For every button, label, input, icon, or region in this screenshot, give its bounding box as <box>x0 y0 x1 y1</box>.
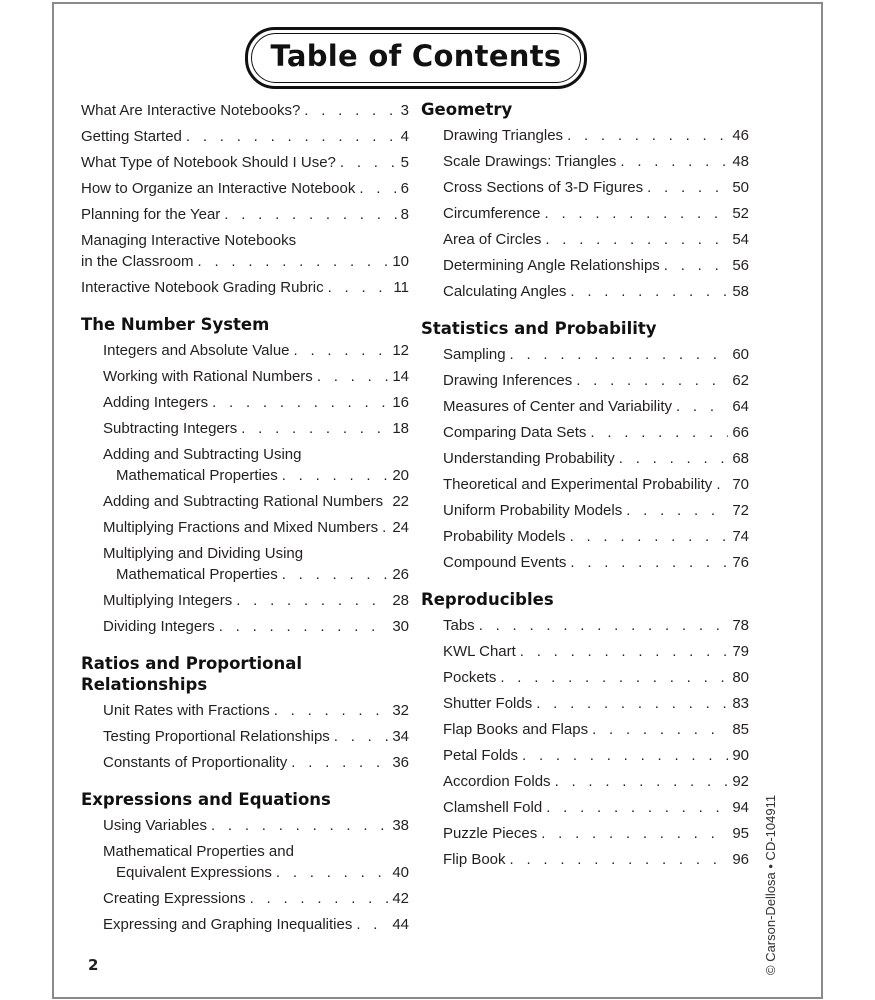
toc-entry[interactable] <box>421 367 749 393</box>
toc-page-number: 58 <box>732 282 749 300</box>
toc-entry-title: Circumference <box>443 204 541 222</box>
toc-entry-title: Probability Models <box>443 527 566 545</box>
toc-entry-line <box>81 100 409 121</box>
dot-leader <box>510 849 729 870</box>
toc-entry-title: Shutter Folds <box>443 694 533 712</box>
toc-entry-line <box>103 862 409 883</box>
dot-leader <box>520 641 729 662</box>
toc-entry-line <box>443 693 749 714</box>
dot-leader <box>356 914 388 935</box>
toc-entry-line <box>103 517 409 538</box>
section-heading <box>421 315 749 341</box>
toc-page-number: 70 <box>732 475 749 493</box>
toc-entry-title: KWL Chart <box>443 642 516 660</box>
toc-entry-line <box>103 366 409 387</box>
section-heading <box>81 311 409 337</box>
toc-entry-title: Theoretical and Experimental Probability <box>443 475 713 493</box>
toc-page-number: 90 <box>732 746 749 764</box>
toc-entry-title: Mathematical Properties <box>116 565 278 583</box>
toc-entry-line <box>81 277 409 298</box>
toc-entry-title: Mathematical Properties and <box>103 842 294 860</box>
toc-page-number: 72 <box>732 501 749 519</box>
toc-entry-title: Multiplying and Dividing Using <box>103 544 304 562</box>
toc-entry-line <box>443 344 749 365</box>
toc-entry[interactable] <box>421 226 749 252</box>
toc-entry-line <box>81 178 409 199</box>
toc-entry-line <box>81 204 409 225</box>
toc-page-number: 50 <box>732 178 749 196</box>
toc-entry-line <box>443 125 749 146</box>
toc-entry-line <box>443 177 749 198</box>
toc-entry-title: Puzzle Pieces <box>443 824 538 842</box>
dot-leader <box>545 229 728 250</box>
toc-entry-title: Cross Sections of 3-D Figures <box>443 178 644 196</box>
toc-entry[interactable] <box>421 820 749 846</box>
toc-entry[interactable] <box>421 846 749 872</box>
toc-entry-line <box>103 752 409 773</box>
toc-page-number: 92 <box>732 772 749 790</box>
toc-page-number: 14 <box>392 367 409 385</box>
toc-entry-title: Petal Folds <box>443 746 519 764</box>
toc-entry[interactable] <box>81 697 409 723</box>
toc-page-number: 56 <box>732 256 749 274</box>
toc-entry-line <box>443 552 749 573</box>
toc-page-number: 3 <box>400 101 409 119</box>
dot-leader <box>304 100 396 121</box>
toc-entry-title: Calculating Angles <box>443 282 567 300</box>
dot-leader <box>619 448 729 469</box>
toc-page-number: 6 <box>400 179 409 197</box>
section-heading <box>81 786 409 812</box>
toc-entry-title: Pockets <box>443 668 497 686</box>
toc-entry-line <box>103 726 409 747</box>
toc-entry[interactable] <box>81 123 409 149</box>
toc-page-number: 4 <box>400 127 409 145</box>
dot-leader <box>219 616 389 637</box>
section-heading <box>421 96 749 122</box>
toc-page-number: 34 <box>392 727 409 745</box>
dot-leader <box>241 418 388 439</box>
dot-leader <box>592 719 728 740</box>
toc-entry[interactable] <box>81 587 409 613</box>
toc-entry[interactable] <box>421 638 749 664</box>
toc-entry-title: Scale Drawings: Triangles <box>443 152 617 170</box>
toc-entry-line <box>443 281 749 302</box>
toc-entry-title: Measures of Center and Variability <box>443 397 672 415</box>
page-title: Table of Contents <box>270 39 562 73</box>
toc-page-number: 10 <box>392 252 409 270</box>
toc-page-number: 18 <box>392 419 409 437</box>
toc-entry-title: Testing Proportional Relationships <box>103 727 330 745</box>
toc-entry-title: Getting Started <box>81 127 182 145</box>
toc-entry-title: Subtracting Integers <box>103 419 238 437</box>
toc-entry[interactable] <box>81 337 409 363</box>
dot-leader <box>276 862 388 883</box>
toc-entry[interactable] <box>421 497 749 523</box>
toc-page-number: 28 <box>392 591 409 609</box>
toc-page-number: 74 <box>732 527 749 545</box>
toc-entry-title: Sampling <box>443 345 506 363</box>
toc-page-number: 38 <box>392 816 409 834</box>
toc-page-number: 52 <box>732 204 749 222</box>
toc-entry-line <box>81 126 409 147</box>
dot-leader <box>716 474 728 495</box>
toc-page-number: 66 <box>732 423 749 441</box>
toc-entry-line <box>443 255 749 276</box>
toc-page-number: 44 <box>392 915 409 933</box>
dot-leader <box>387 491 388 512</box>
dot-leader <box>250 888 389 909</box>
toc-entry-title: Accordion Folds <box>443 772 551 790</box>
toc-entry[interactable] <box>421 690 749 716</box>
toc-entry-line <box>443 849 749 870</box>
dot-leader <box>359 178 396 199</box>
toc-entry-title: Comparing Data Sets <box>443 423 587 441</box>
toc-entry-line <box>81 251 409 272</box>
toc-entry-line <box>443 229 749 250</box>
dot-leader <box>479 615 729 636</box>
toc-page-number: 62 <box>732 371 749 389</box>
toc-entry-line <box>103 491 409 512</box>
toc-entry-title: How to Organize an Interactive Notebook <box>81 179 356 197</box>
toc-entry[interactable] <box>421 200 749 226</box>
toc-entry-title: Tabs <box>443 616 475 634</box>
toc-entry-title: Adding and Subtracting Using <box>103 445 302 463</box>
toc-page-number: 20 <box>392 466 409 484</box>
toc-entry-title: Creating Expressions <box>103 889 246 907</box>
toc-entry-line <box>103 815 409 836</box>
toc-entry-title: in the Classroom <box>81 252 194 270</box>
toc-entry[interactable] <box>421 148 749 174</box>
toc-entry-line <box>443 422 749 443</box>
toc-entry[interactable] <box>81 97 409 123</box>
toc-page-number: 78 <box>732 616 749 634</box>
toc-entry-line <box>103 444 409 465</box>
dot-leader <box>334 726 389 747</box>
toc-page-number: 16 <box>392 393 409 411</box>
dot-leader <box>626 500 728 521</box>
toc-page-number: 54 <box>732 230 749 248</box>
toc-page-number: 68 <box>732 449 749 467</box>
toc-entry-title: Using Variables <box>103 816 207 834</box>
toc-entry-title: Compound Events <box>443 553 567 571</box>
toc-page-number: 32 <box>392 701 409 719</box>
dot-leader <box>555 771 729 792</box>
toc-entry-line <box>443 667 749 688</box>
toc-entry-title: Mathematical Properties <box>116 466 278 484</box>
section-heading-line: The Number System <box>81 314 270 334</box>
toc-page-number: 42 <box>392 889 409 907</box>
section-heading-line: Relationships <box>81 674 208 694</box>
toc-entry[interactable] <box>81 613 409 639</box>
section-heading <box>421 586 749 612</box>
toc-entry-title: Flap Books and Flaps <box>443 720 589 738</box>
toc-entry-line <box>103 841 409 862</box>
toc-entry-title: Clamshell Fold <box>443 798 543 816</box>
toc-entry-title: Equivalent Expressions <box>116 863 272 881</box>
dot-leader <box>291 752 388 773</box>
dot-leader <box>570 526 729 547</box>
toc-entry[interactable] <box>81 885 409 911</box>
toc-entry[interactable] <box>81 415 409 441</box>
toc-entry-title: Planning for the Year <box>81 205 221 223</box>
toc-entry-line <box>443 615 749 636</box>
toc-entry[interactable] <box>421 768 749 794</box>
dot-leader <box>567 125 728 146</box>
toc-entry[interactable] <box>421 174 749 200</box>
toc-page-number: 95 <box>732 824 749 842</box>
toc-entry-line <box>443 719 749 740</box>
dot-leader <box>541 823 728 844</box>
dot-leader <box>186 126 397 147</box>
toc-page-number: 85 <box>732 720 749 738</box>
toc-page-number: 94 <box>732 798 749 816</box>
toc-page-number: 22 <box>392 492 409 510</box>
toc-entry[interactable] <box>81 749 409 775</box>
toc-left-column <box>81 97 409 937</box>
toc-entry[interactable] <box>421 664 749 690</box>
toc-entry[interactable] <box>421 716 749 742</box>
toc-entry-line <box>103 564 409 585</box>
toc-entry-line <box>81 230 409 251</box>
toc-entry[interactable] <box>81 723 409 749</box>
dot-leader <box>198 251 389 272</box>
toc-entry-line <box>443 500 749 521</box>
toc-entry-line <box>443 526 749 547</box>
toc-entry-line <box>103 465 409 486</box>
toc-entry[interactable] <box>421 612 749 638</box>
toc-page-number: 26 <box>392 565 409 583</box>
toc-entry[interactable] <box>81 488 409 514</box>
toc-page-number: 46 <box>732 126 749 144</box>
dot-leader <box>545 203 729 224</box>
toc-entry-line <box>443 823 749 844</box>
toc-entry-line <box>103 616 409 637</box>
toc-entry-title: Area of Circles <box>443 230 542 248</box>
toc-entry-title: Multiplying Fractions and Mixed Numbers <box>103 518 379 536</box>
toc-entry[interactable] <box>421 393 749 419</box>
toc-entry-line <box>443 797 749 818</box>
dot-leader <box>620 151 728 172</box>
section-heading-line: Statistics and Probability <box>421 318 657 338</box>
toc-page-number: 83 <box>732 694 749 712</box>
toc-entry[interactable] <box>81 812 409 838</box>
toc-entry-title: Adding and Subtracting Rational Numbers <box>103 492 384 510</box>
toc-entry-title: Multiplying Integers <box>103 591 233 609</box>
dot-leader <box>522 745 728 766</box>
toc-entry[interactable] <box>421 419 749 445</box>
toc-entry-line <box>103 888 409 909</box>
toc-entry-title: Drawing Inferences <box>443 371 573 389</box>
toc-page-number: 48 <box>732 152 749 170</box>
toc-entry[interactable] <box>81 227 409 274</box>
dot-leader <box>576 370 728 391</box>
toc-entry[interactable] <box>81 911 409 937</box>
toc-entry[interactable] <box>81 175 409 201</box>
toc-entry-title: Interactive Notebook Grading Rubric <box>81 278 324 296</box>
toc-page-number: 24 <box>392 518 409 536</box>
toc-entry-title: Drawing Triangles <box>443 126 564 144</box>
toc-entry-line <box>443 745 749 766</box>
dot-leader <box>211 815 388 836</box>
dot-leader <box>282 564 389 585</box>
section-heading-line: Reproducibles <box>421 589 554 609</box>
dot-leader <box>282 465 389 486</box>
toc-page-number: 64 <box>732 397 749 415</box>
toc-entry-title: What Type of Notebook Should I Use? <box>81 153 336 171</box>
toc-entry[interactable] <box>421 341 749 367</box>
toc-entry-line <box>103 700 409 721</box>
toc-right-column <box>421 96 749 872</box>
section-heading-line: Geometry <box>421 99 513 119</box>
toc-entry[interactable] <box>81 363 409 389</box>
dot-leader <box>590 422 728 443</box>
dot-leader <box>664 255 729 276</box>
toc-entry[interactable] <box>421 122 749 148</box>
dot-leader <box>294 340 389 361</box>
toc-entry-title: What Are Interactive Notebooks? <box>81 101 301 119</box>
toc-entry-line <box>103 590 409 611</box>
toc-entry[interactable] <box>81 274 409 300</box>
toc-entry-line <box>103 543 409 564</box>
toc-entry-line <box>443 203 749 224</box>
section-heading <box>81 650 409 697</box>
dot-leader <box>570 552 728 573</box>
toc-entry[interactable] <box>421 742 749 768</box>
toc-entry-title: Working with Rational Numbers <box>103 367 313 385</box>
dot-leader <box>340 152 397 173</box>
toc-entry-title: Integers and Absolute Value <box>103 341 290 359</box>
toc-entry-line <box>103 418 409 439</box>
toc-page-number: 30 <box>392 617 409 635</box>
toc-entry-title: Unit Rates with Fractions <box>103 701 270 719</box>
dot-leader <box>236 590 388 611</box>
toc-page-number: 80 <box>732 668 749 686</box>
toc-entry[interactable] <box>421 794 749 820</box>
toc-entry-line <box>81 152 409 173</box>
toc-entry[interactable] <box>421 445 749 471</box>
toc-entry[interactable] <box>421 523 749 549</box>
toc-page-number: 60 <box>732 345 749 363</box>
dot-leader <box>317 366 389 387</box>
toc-entry[interactable] <box>81 441 409 488</box>
toc-entry-line <box>103 914 409 935</box>
dot-leader <box>546 797 728 818</box>
toc-entry-line <box>443 771 749 792</box>
toc-entry[interactable] <box>421 549 749 575</box>
toc-page-number: 11 <box>393 278 409 296</box>
toc-entry[interactable] <box>81 514 409 540</box>
dot-leader <box>510 344 729 365</box>
toc-page-number: 76 <box>732 553 749 571</box>
toc-entry-line <box>443 151 749 172</box>
toc-entry-line <box>443 474 749 495</box>
toc-entry-title: Understanding Probability <box>443 449 615 467</box>
toc-entry[interactable] <box>421 252 749 278</box>
toc-page-number: 5 <box>400 153 409 171</box>
toc-entry-line <box>103 340 409 361</box>
toc-entry-title: Expressing and Graphing Inequalities <box>103 915 353 933</box>
toc-entry-line <box>443 448 749 469</box>
toc-entry-line <box>443 370 749 391</box>
toc-entry[interactable] <box>81 838 409 885</box>
section-heading-line: Expressions and Equations <box>81 789 331 809</box>
toc-page-number: 36 <box>392 753 409 771</box>
toc-page-number: 96 <box>732 850 749 868</box>
toc-entry-title: Managing Interactive Notebooks <box>81 231 297 249</box>
dot-leader <box>274 700 389 721</box>
dot-leader <box>647 177 728 198</box>
toc-entry-title: Dividing Integers <box>103 617 215 635</box>
toc-entry-line <box>443 396 749 417</box>
toc-entry-line <box>103 392 409 413</box>
dot-leader <box>500 667 728 688</box>
toc-entry-title: Uniform Probability Models <box>443 501 623 519</box>
section-heading-line: Ratios and Proportional <box>81 653 302 673</box>
dot-leader <box>536 693 728 714</box>
toc-page-number: 40 <box>392 863 409 881</box>
dot-leader <box>328 277 390 298</box>
dot-leader <box>676 396 728 417</box>
toc-entry-title: Adding Integers <box>103 393 209 411</box>
toc-entry[interactable] <box>81 149 409 175</box>
toc-entry-title: Constants of Proportionality <box>103 753 288 771</box>
toc-entry-title: Determining Angle Relationships <box>443 256 660 274</box>
title-banner <box>245 27 587 89</box>
dot-leader <box>224 204 396 225</box>
toc-entry[interactable] <box>421 278 749 304</box>
page-number: 2 <box>88 956 99 974</box>
dot-leader <box>570 281 728 302</box>
toc-entry[interactable] <box>81 540 409 587</box>
dot-leader <box>212 392 388 413</box>
toc-entry[interactable] <box>81 201 409 227</box>
dot-leader <box>382 517 388 538</box>
copyright-notice: © Carson-Dellosa • CD-104911 <box>763 794 778 975</box>
toc-entry-title: Flip Book <box>443 850 506 868</box>
toc-entry[interactable] <box>421 471 749 497</box>
toc-entry[interactable] <box>81 389 409 415</box>
toc-page-number: 79 <box>732 642 749 660</box>
toc-entry-line <box>443 641 749 662</box>
toc-page-number: 12 <box>392 341 409 359</box>
toc-page-number: 8 <box>400 205 409 223</box>
